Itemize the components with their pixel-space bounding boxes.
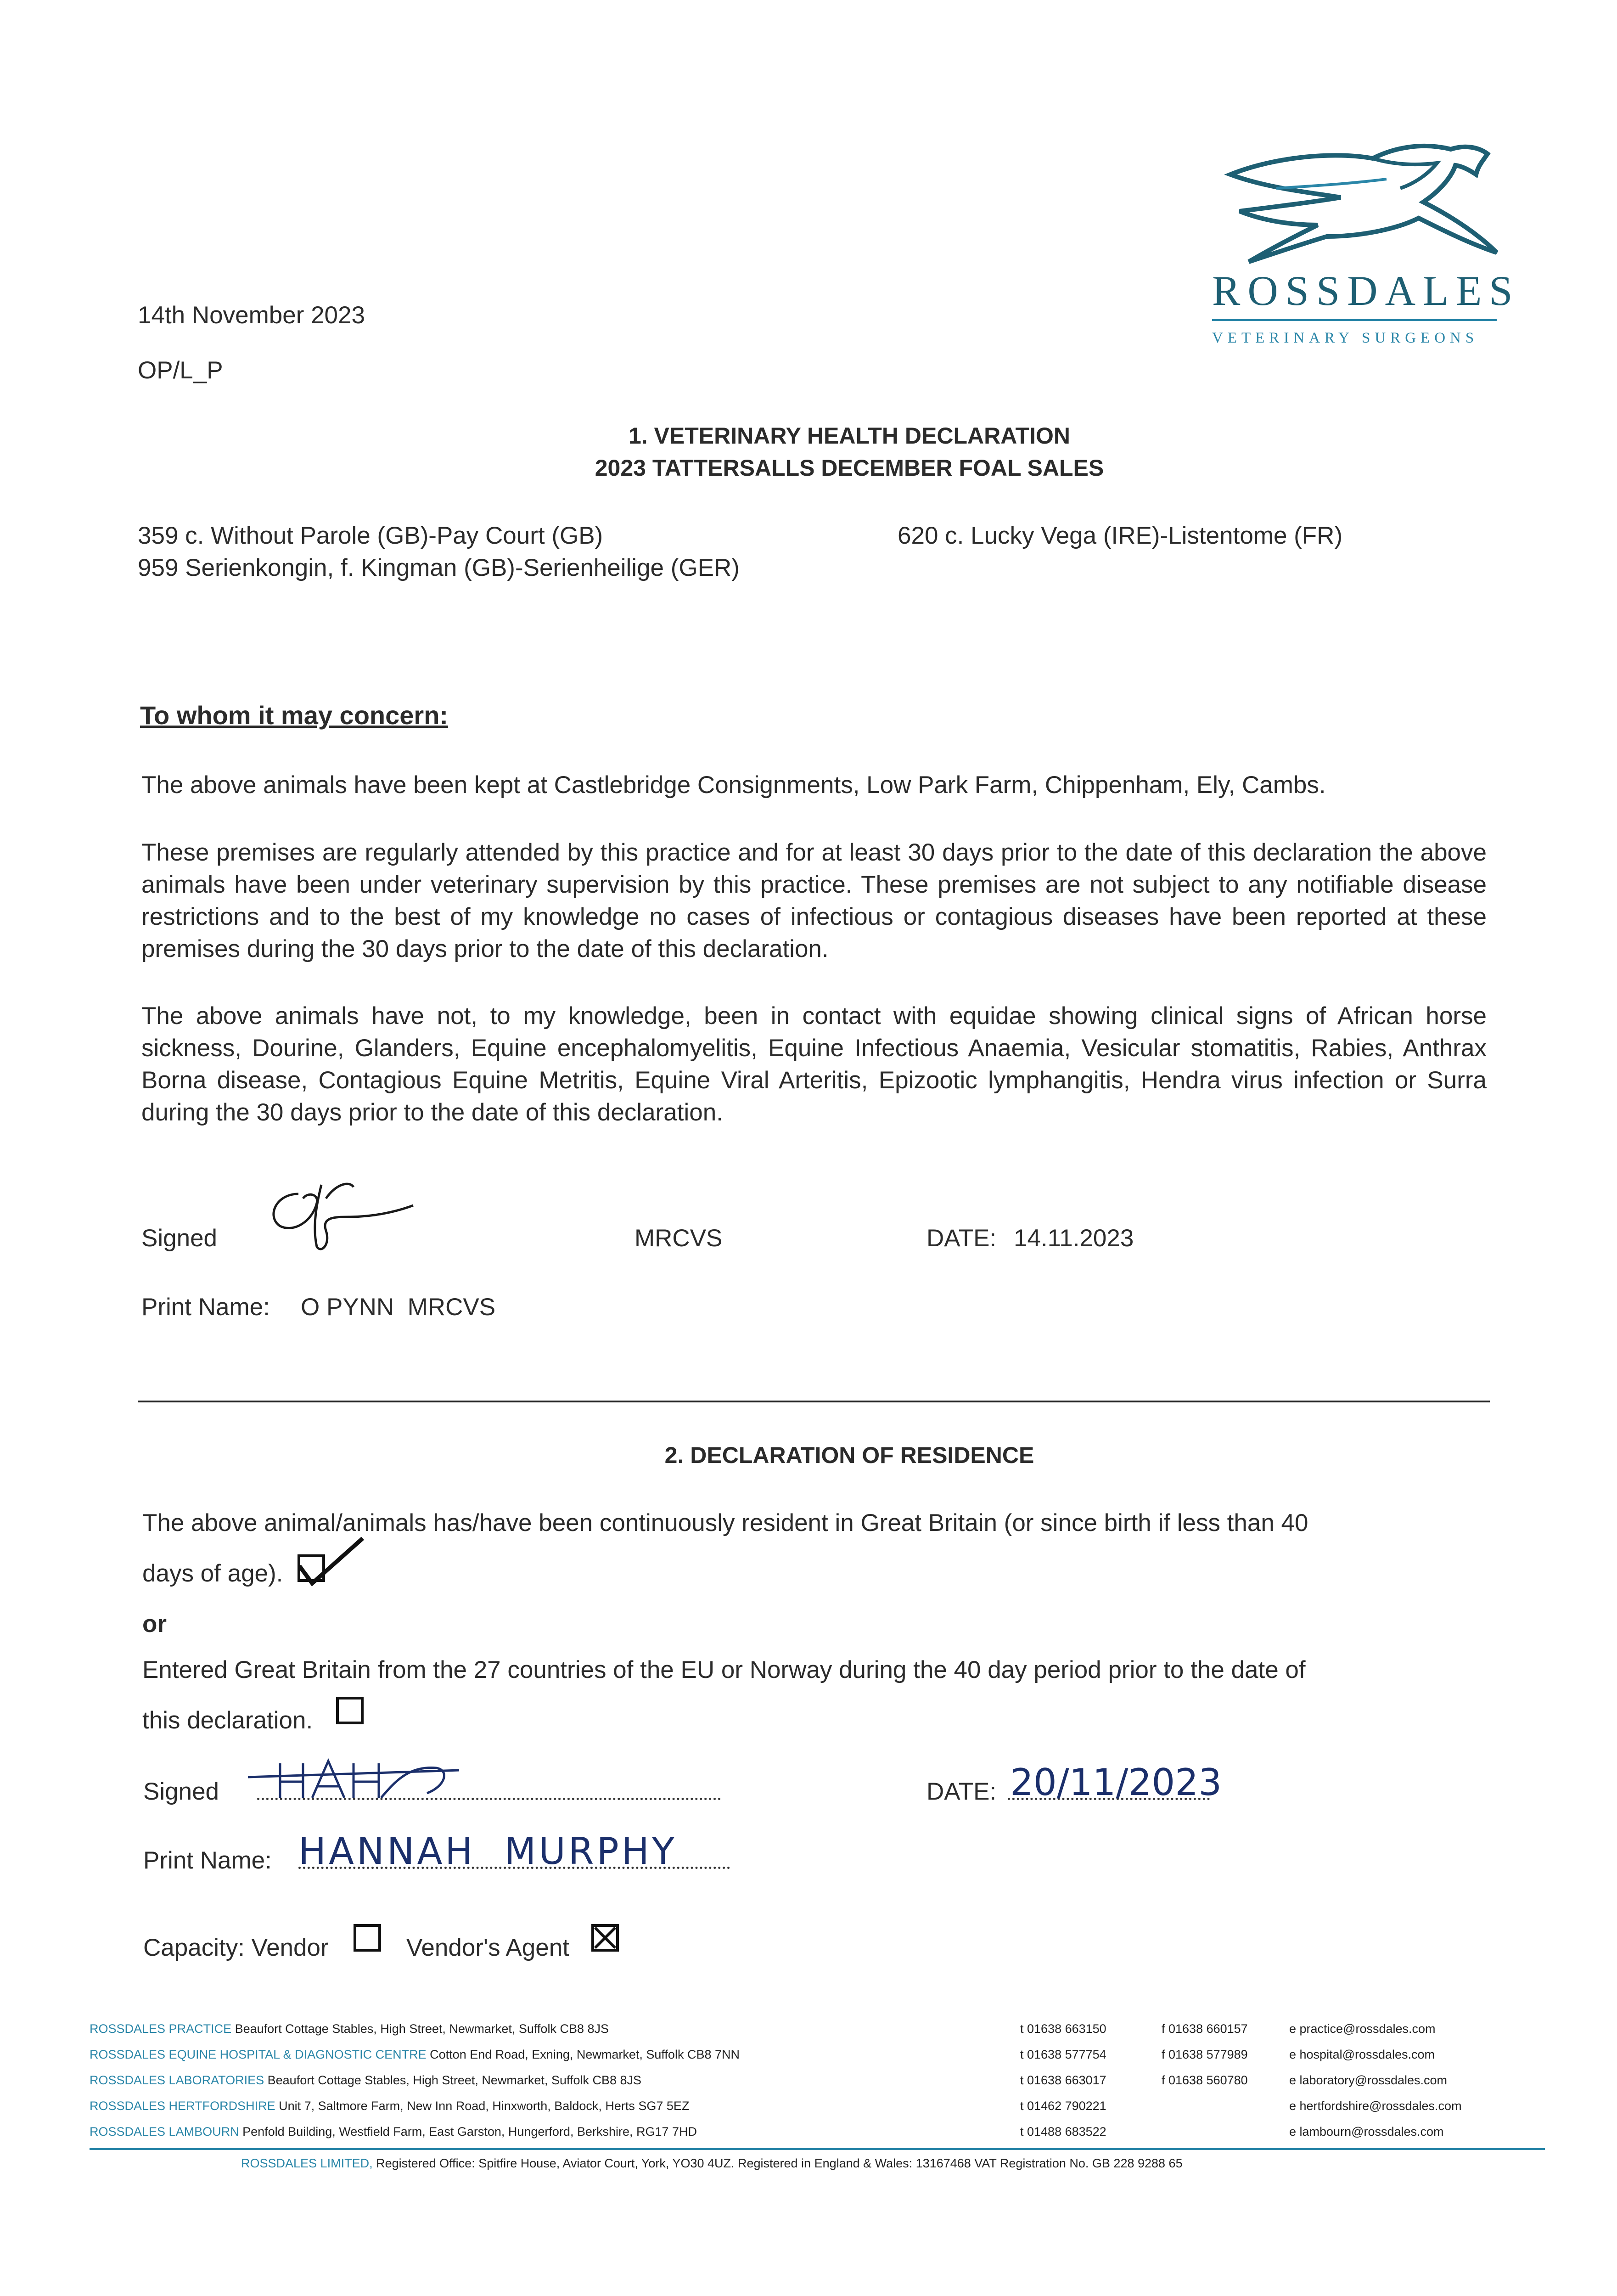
footer-site-3 [90,2074,641,2087]
option1-checkmark-icon [294,1529,367,1593]
footer-email-2[interactable]: e hospital@rossdales.com [1289,2048,1435,2061]
section2-title: 2. DECLARATION OF RESIDENCE [664,1442,1034,1468]
section1-print-name-value: O PYNN MRCVS [301,1294,496,1321]
vendor-checkbox[interactable] [354,1924,381,1952]
footer-site-5 [90,2126,697,2138]
footer-site-name: ROSSDALES LAMBOURN [90,2125,239,2138]
option2-text-line1: Entered Great Britain from the 27 countries of the EU or Norway during the 40 day period prior to the date of [142,1656,1306,1683]
footer-email-4[interactable]: e hertfordshire@rossdales.com [1289,2099,1462,2113]
footer-registration-text: Registered Office: Spitfire House, Aviator Court, York, YO30 4UZ. Registered in England & Wales: 13167468 VAT Registration No. GB 228 9288 65 [376,2156,1183,2170]
footer-site-address: Unit 7, Saltmore Farm, New Inn Road, Hinxworth, Baldock, Herts SG7 5EZ [279,2099,690,2113]
paragraph-supervision: These premises are regularly attended by this practice and for at least 30 days prior to the date of this declaration the above animals have been under veterinary supervision by this practice. These premises are not subject to any notifiable disease restrictions and to the best of my knowledge no cases of infectious or contagious diseases have been reported at these premises during the 30 days prior to the date of this declaration. [141,839,1487,962]
footer-registration [241,2157,1183,2170]
footer-site-address: Cotton End Road, Exning, Newmarket, Suffolk CB8 7NN [430,2048,740,2061]
section-divider [138,1401,1490,1402]
footer-fax-2: f 01638 577989 [1162,2048,1248,2061]
qualification: MRCVS [634,1225,723,1252]
letter-date: 14th November 2023 [138,302,365,329]
footer-tel-2[interactable]: t 01638 577754 [1020,2048,1106,2061]
footer-tel-5[interactable]: t 01488 683522 [1020,2125,1106,2138]
logo-rule [1212,319,1497,321]
section1-date-label: DATE: [926,1225,997,1252]
footer-tel-4[interactable]: t 01462 790221 [1020,2099,1106,2113]
section1-print-name-label: Print Name: [141,1294,270,1321]
paragraph-contact: The above animals have not, to my knowledge, been in contact with equidae showing clinical signs of African horse sickness, Dourine, Glanders, Equine encephalomyelitis, Equine Infectious Anaemia, Vesicular stomatitis, Rabies, Anthrax Borna disease, Contagious Equine Metritis, Equine Viral Arteritis, Epizootic lymphangitis, Hendra virus infection or Surra during the 30 days prior to the date of this declaration. [141,1002,1487,1126]
footer-site-name: ROSSDALES LABORATORIES [90,2073,264,2087]
option2-text-line2: this declaration. [142,1707,313,1734]
footer-rule [90,2148,1545,2150]
vet-signature-icon [257,1166,422,1258]
option1-text-line1: The above animal/animals has/have been continuously resident in Great Britain (or since birth if less than 40 [142,1509,1308,1536]
footer-email-1[interactable]: e practice@rossdales.com [1289,2022,1436,2036]
footer-fax-1: f 01638 660157 [1162,2022,1248,2036]
footer-site-name: ROSSDALES EQUINE HOSPITAL & DIAGNOSTIC CENTRE [90,2048,427,2061]
logo-tagline: VETERINARY SURGEONS [1212,330,1479,346]
footer-site-address: Beaufort Cottage Stables, High Street, Newmarket, Suffolk CB8 8JS [235,2022,609,2036]
section2-print-name-label: Print Name: [143,1847,272,1874]
animal-left-2: 959 Serienkongin, f. Kingman (GB)-Serienheilige (GER) [138,554,740,581]
or-label: or [142,1610,167,1638]
animal-left-1: 359 c. Without Parole (GB)-Pay Court (GB) [138,522,603,549]
footer-email-3[interactable]: e laboratory@rossdales.com [1289,2073,1448,2087]
option2-checkbox[interactable] [336,1697,364,1724]
option1-text-line2: days of age). [142,1560,283,1587]
section1-signed-label: Signed [141,1225,218,1252]
capacity-vendor-label: Capacity: Vendor [143,1934,329,1961]
section2-signed-label: Signed [143,1778,219,1805]
reference-code: OP/L_P [138,357,223,384]
footer-site-address: Penfold Building, Westfield Farm, East Garston, Hungerford, Berkshire, RG17 7HD [242,2125,697,2138]
logo-name: ROSSDALES [1212,267,1520,314]
vendors-agent-label: Vendor's Agent [406,1934,569,1961]
footer-site-4 [90,2100,689,2112]
salutation: To whom it may concern: [140,701,449,730]
footer-site-name: ROSSDALES PRACTICE [90,2022,232,2036]
section2-print-name-handwritten: HANNAH MURPHY [298,1830,677,1873]
section2-date-label: DATE: [926,1778,997,1805]
section1-title-line1: 1. VETERINARY HEALTH DECLARATION [628,423,1071,449]
footer-site-name: ROSSDALES HERTFORDSHIRE [90,2099,275,2113]
footer-tel-3[interactable]: t 01638 663017 [1020,2073,1106,2087]
owner-signature-icon [243,1750,464,1805]
section2-date-handwritten: 20/11/2023 [1010,1761,1222,1804]
footer-site-2 [90,2048,740,2061]
animal-right-1: 620 c. Lucky Vega (IRE)-Listentome (FR) [898,522,1343,549]
paragraph-premises: The above animals have been kept at Castlebridge Consignments, Low Park Farm, Chippenham, Ely, Cambs. [141,771,1326,799]
footer-company-name: ROSSDALES LIMITED, [241,2156,373,2170]
vendors-agent-cross-icon [591,1924,619,1952]
rossdales-logo [1194,138,1520,358]
footer-site-address: Beaufort Cottage Stables, High Street, Newmarket, Suffolk CB8 8JS [267,2073,642,2087]
horse-logo-icon [1221,138,1506,266]
footer-site-1 [90,2023,609,2035]
footer-tel-1[interactable]: t 01638 663150 [1020,2022,1106,2036]
footer-email-5[interactable]: e lambourn@rossdales.com [1289,2125,1444,2138]
section1-date-value: 14.11.2023 [1014,1225,1134,1252]
footer-fax-3: f 01638 560780 [1162,2073,1248,2087]
section1-title-line2: 2023 TATTERSALLS DECEMBER FOAL SALES [595,455,1104,481]
